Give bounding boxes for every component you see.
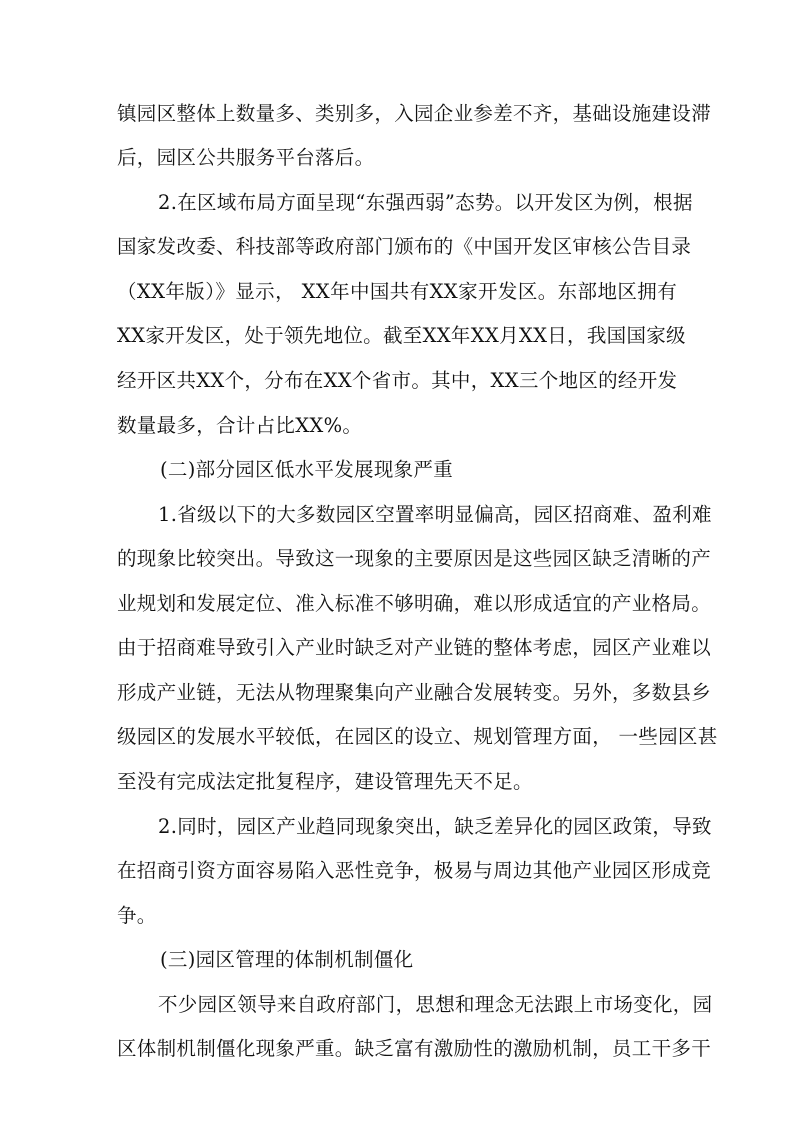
paragraph-line: 镇园区整体上数量多、类别多，入园企业参差不齐，基础设施建设滞 (117, 102, 712, 125)
paragraph-line: 国家发改委、科技部等政府部门颁布的《中国开发区审核公告目录 (117, 235, 692, 258)
paragraph-line: 2.同时，园区产业趋同现象突出，缺乏差异化的园区政策，导致 (158, 815, 712, 838)
paragraph-line: 不少园区领导来自政府部门，思想和理念无法跟上市场变化，园 (158, 993, 713, 1016)
paragraph-line: 争。 (117, 904, 157, 927)
paragraph-line: 后，园区公共服务平台落后。 (117, 146, 375, 169)
paragraph-line: 2.在区域布局方面呈现“东强西弱”态势。以开发区为例，根据 (158, 191, 693, 214)
paragraph-line: （XX年版）》显示， XX年中国共有XX家开发区。东部地区拥有 (117, 280, 677, 303)
paragraph-line: 数量最多，合计占比XX%。 (117, 414, 363, 437)
paragraph-line: 由于招商难导致引入产业时缺乏对产业链的整体考虑，园区产业难以 (117, 636, 712, 659)
paragraph-line: 业规划和发展定位、准入标准不够明确，难以形成适宜的产业格局。 (117, 592, 712, 615)
paragraph-line: 形成产业链，无法从物理聚集向产业融合发展转变。另外，多数县乡 (117, 681, 712, 704)
paragraph-line: 级园区的发展水平较低，在园区的设立、规划管理方面， 一些园区甚 (117, 725, 718, 748)
paragraph-line: XX家开发区，处于领先地位。截至XX年XX月XX日，我国国家级 (117, 324, 686, 347)
paragraph-line: 1.省级以下的大多数园区空置率明显偏高，园区招商难、盈利难 (158, 503, 712, 526)
section-heading: (三)园区管理的体制机制僵化 (160, 948, 414, 971)
paragraph-line: 经开区共XX个，分布在XX个省市。其中，XX三个地区的经开发 (117, 369, 678, 392)
paragraph-line: 至没有完成法定批复程序，建设管理先天不足。 (117, 770, 533, 793)
paragraph-line: 在招商引资方面容易陷入恶性竞争，极易与周边其他产业园区形成竞 (117, 859, 712, 882)
paragraph-line: 区体制机制僵化现象严重。缺乏富有激励性的激励机制，员工干多干 (117, 1037, 712, 1060)
section-heading: (二)部分园区低水平发展现象严重 (160, 458, 454, 481)
paragraph-line: 的现象比较突出。导致这一现象的主要原因是这些园区缺乏清晰的产 (117, 547, 712, 570)
